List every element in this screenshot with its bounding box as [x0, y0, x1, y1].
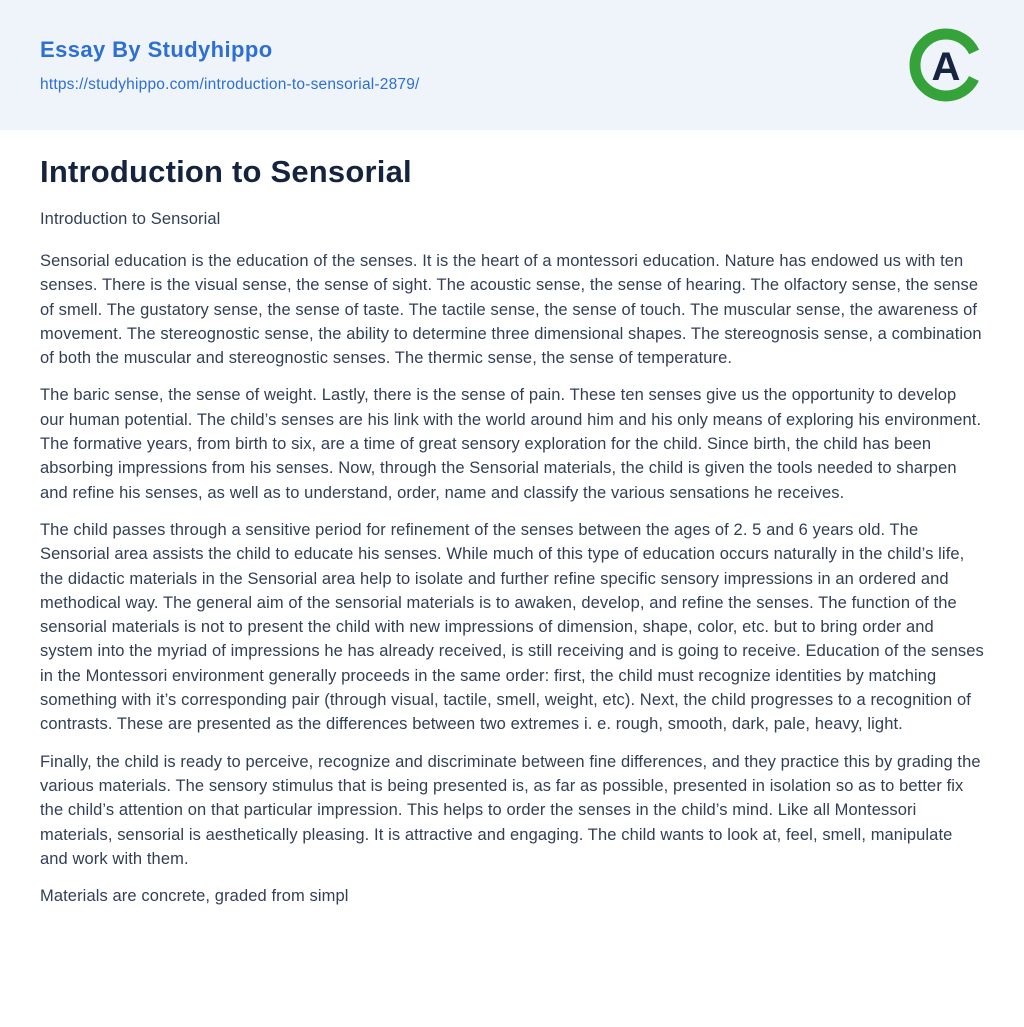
article-paragraph-truncated: Materials are concrete, graded from simpl: [40, 887, 349, 906]
article: [0, 130, 1024, 908]
logo-icon: [908, 27, 984, 103]
source-url-link[interactable]: https://studyhippo.com/introduction-to-sensorial-2879/: [40, 75, 420, 93]
article-paragraph: Sensorial education is the education of the senses. It is the heart of a montessori education. Nature has endowed us with ten senses. There is the visual sense, the sense of sight. The acoustic sense, the sense of hearing. The olfactory sense, the sense of smell. The gustatory sense, the sense of taste. The tactile sense, the sense of touch. The muscular sense, the awareness of movement. The stereognostic sense, the ability to determine three dimensional shapes. The stereognosis sense, a combination of both the muscular and stereognostic senses. The thermic sense, the sense of temperature.: [40, 252, 982, 368]
article-paragraph: The baric sense, the sense of weight. Lastly, there is the sense of pain. These ten senses give us the opportunity to develop our human potential. The child’s senses are his link with the world around him and his only means of exploring his environment. The formative years, from birth to six, are a time of great sensory exploration for the child. Since birth, the child has been absorbing impressions from his senses. Now, through the Sensorial materials, the child is given the tools needed to sharpen and refine his senses, as well as to understand, order, name and classify the various sensations he receives.: [40, 386, 982, 502]
article-paragraph: The child passes through a sensitive period for refinement of the senses between the ages of 2. 5 and 6 years old. The Sensorial area assists the child to educate his senses. While much of this type of education occurs naturally in the child’s life, the didactic materials in the Sensorial area help to isolate and further refine specific sensory impressions in an ordered and methodical way. The general aim of the sensorial materials is to awaken, develop, and refine the senses. The function of the sensorial materials is not to present the child with new impressions of dimension, shape, color, etc. but to bring order and system into the myriad of impressions he has already received, is still receiving and is going to receive. Education of the senses in the Montessori environment generally proceeds in the same order: first, the child must recognize identities by matching something with it’s corresponding pair (through visual, tactile, smell, weight, etc). Next, the child progresses to a recognition of contrasts. These are presented as the differences between two extremes i. e. rough, smooth, dark, pale, heavy, light.: [40, 520, 984, 734]
article-title: Introduction to Sensorial: [40, 154, 412, 189]
studyhippo-logo: [908, 27, 984, 103]
site-title: Essay By Studyhippo: [40, 36, 273, 62]
header-text-block: [40, 37, 420, 94]
article-subtitle: Introduction to Sensorial: [40, 210, 221, 228]
article-paragraph: Finally, the child is ready to perceive, recognize and discriminate between fine differences, and they practice this by grading the various materials. The sensory stimulus that is being presented is, as far as possible, presented in isolation so as to better fix the child’s attention on that particular impression. This helps to order the senses in the child’s mind. Like all Montessori materials, sensorial is aesthetically pleasing. It is attractive and engaging. The child wants to look at, feel, smell, manipulate and work with them.: [40, 752, 981, 868]
page-header: [0, 0, 1024, 130]
logo-letter: A: [931, 45, 961, 89]
